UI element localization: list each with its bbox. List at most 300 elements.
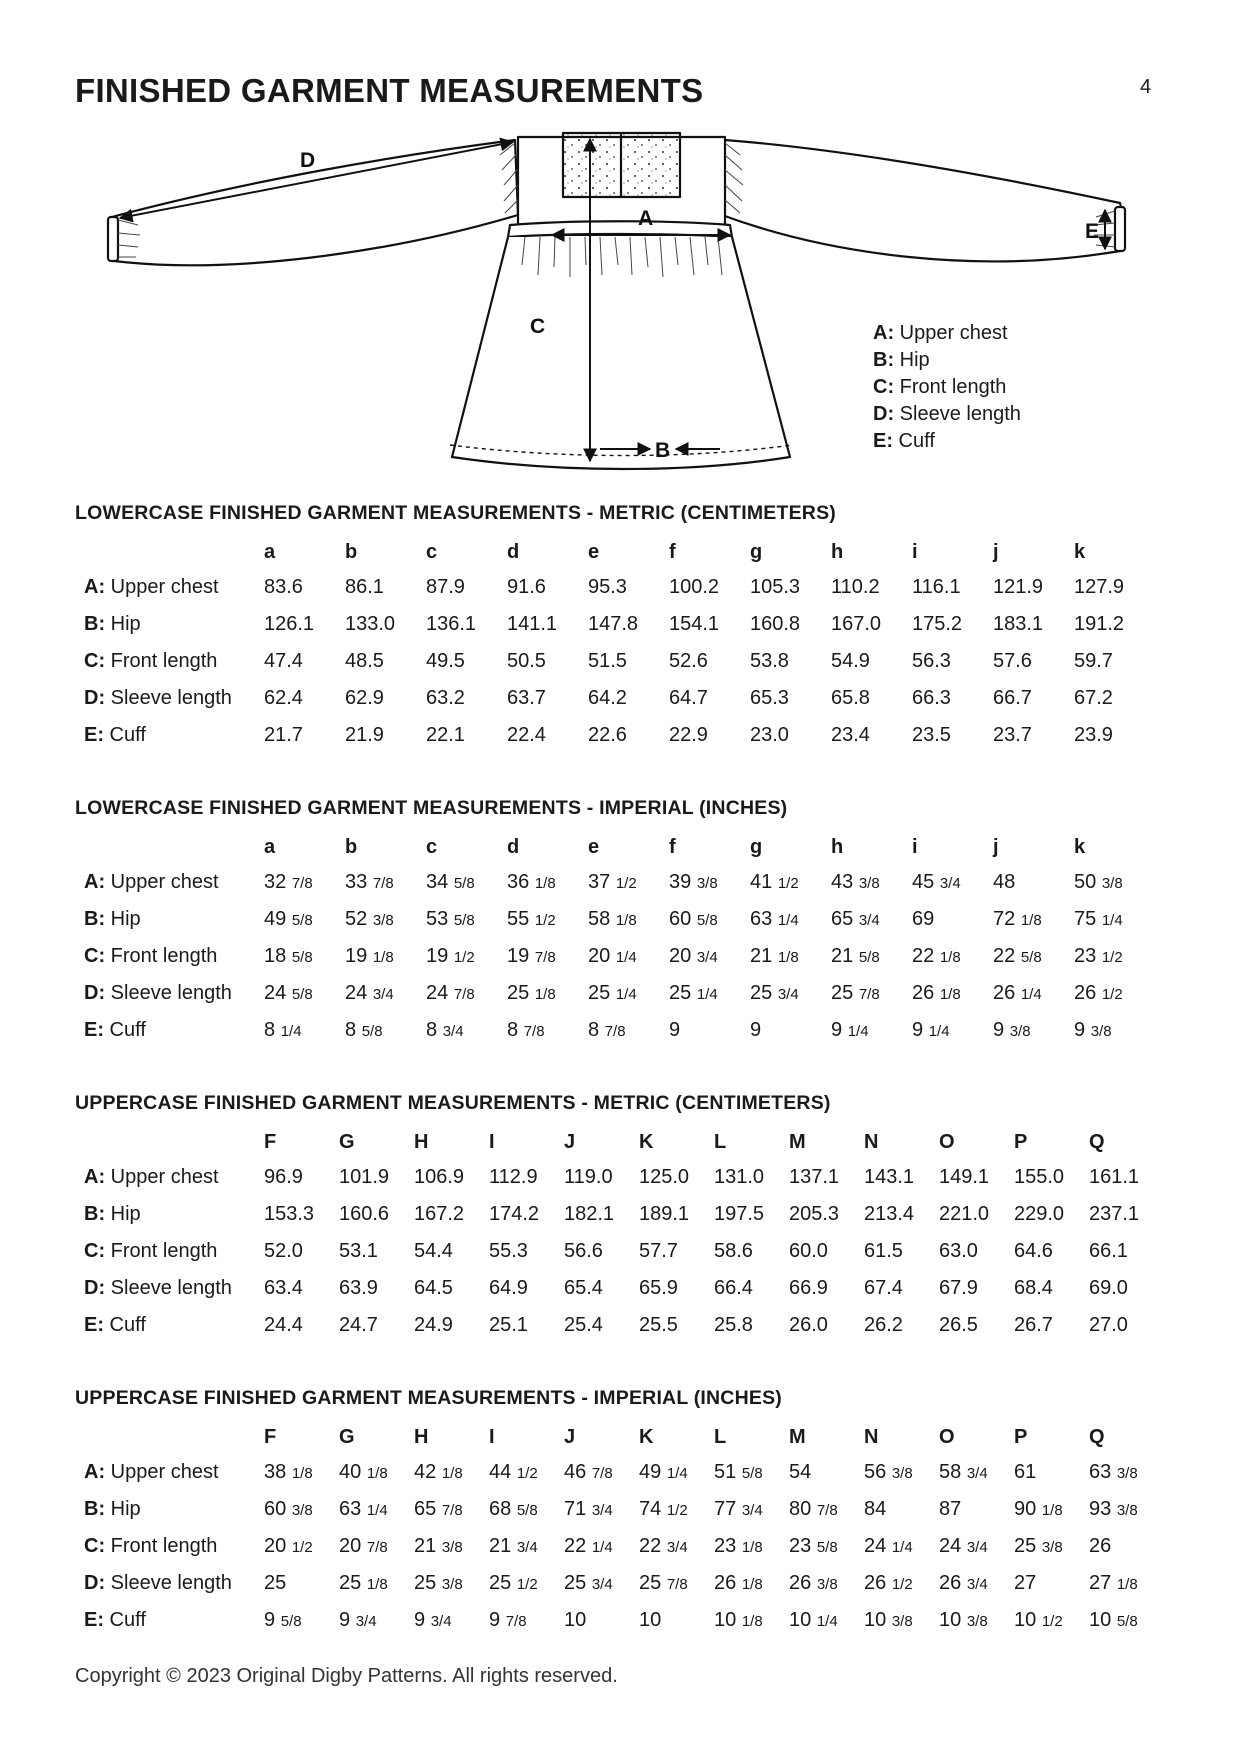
measurement-value: 20 1/4 bbox=[588, 945, 637, 967]
measurement-value: 23 1/8 bbox=[714, 1535, 763, 1557]
measurement-value: 66.3 bbox=[912, 687, 951, 709]
measurement-value: 63.9 bbox=[339, 1277, 378, 1299]
table-row bbox=[75, 864, 1155, 901]
measurement-value: 9 7/8 bbox=[489, 1609, 527, 1631]
measurement-value: 9 bbox=[669, 1019, 681, 1041]
measurement-value: 9 3/4 bbox=[339, 1609, 377, 1631]
measurement-value: 10 1/4 bbox=[789, 1609, 838, 1631]
size-header: L bbox=[714, 1425, 727, 1448]
measurement-value: 62.4 bbox=[264, 687, 303, 709]
measurement-value: 58 3/4 bbox=[939, 1461, 988, 1483]
measurement-value: 119.0 bbox=[564, 1166, 613, 1188]
measurement-value: 24.4 bbox=[264, 1314, 303, 1336]
measurement-value: 127.9 bbox=[1074, 576, 1125, 598]
table-row bbox=[75, 606, 1155, 643]
table-row bbox=[75, 1307, 1164, 1344]
legend-item: A: Upper chest bbox=[873, 322, 1008, 344]
table-row bbox=[75, 643, 1155, 680]
size-header: H bbox=[414, 1130, 429, 1153]
size-header: F bbox=[264, 1130, 277, 1153]
measurement-value: 141.1 bbox=[507, 613, 558, 635]
measurement-value: 63 1/4 bbox=[750, 908, 799, 930]
measurement-value: 27 1/8 bbox=[1089, 1572, 1138, 1594]
page-number: 4 bbox=[1140, 76, 1152, 98]
uppercase-metric-section bbox=[75, 1092, 1175, 1344]
measurement-value: 38 1/8 bbox=[264, 1461, 313, 1483]
measurement-label: E: Cuff bbox=[84, 724, 146, 746]
measurement-value: 24.9 bbox=[414, 1314, 453, 1336]
measurement-value: 18 5/8 bbox=[264, 945, 313, 967]
size-header: d bbox=[507, 835, 520, 858]
measurement-value: 22 3/4 bbox=[639, 1535, 688, 1557]
measurement-value: 57.6 bbox=[993, 650, 1032, 672]
measurement-value: 8 5/8 bbox=[345, 1019, 383, 1041]
measurement-value: 21 3/4 bbox=[489, 1535, 538, 1557]
measurement-value: 52 3/8 bbox=[345, 908, 394, 930]
measurement-value: 51.5 bbox=[588, 650, 627, 672]
page-title: FINISHED GARMENT MEASUREMENTS bbox=[75, 72, 704, 109]
size-header: i bbox=[912, 835, 918, 858]
measurement-value: 47.4 bbox=[264, 650, 303, 672]
legend-item: D: Sleeve length bbox=[873, 403, 1021, 425]
measurement-value: 25.4 bbox=[564, 1314, 603, 1336]
measurement-value: 36 1/8 bbox=[507, 871, 556, 893]
measurement-value: 22.1 bbox=[426, 724, 465, 746]
measurement-value: 37 1/2 bbox=[588, 871, 637, 893]
measurement-value: 161.1 bbox=[1089, 1166, 1140, 1188]
measurement-value: 48 bbox=[993, 871, 1016, 893]
measurement-value: 26.5 bbox=[939, 1314, 978, 1336]
measurement-value: 75 1/4 bbox=[1074, 908, 1123, 930]
header-blank bbox=[75, 1125, 264, 1159]
measurement-value: 68 5/8 bbox=[489, 1498, 538, 1520]
measurement-value: 66.1 bbox=[1089, 1240, 1128, 1262]
measurement-table bbox=[75, 1125, 1164, 1344]
measurement-value: 23.9 bbox=[1074, 724, 1113, 746]
skirt bbox=[452, 237, 790, 469]
measurement-label: B: Hip bbox=[84, 1203, 141, 1225]
measurement-value: 74 1/2 bbox=[639, 1498, 688, 1520]
table-row bbox=[75, 1012, 1155, 1049]
measurement-label: E: Cuff bbox=[84, 1314, 146, 1336]
size-header: j bbox=[993, 540, 999, 563]
legend-item: E: Cuff bbox=[873, 430, 935, 452]
measurement-label: C: Front length bbox=[84, 1535, 218, 1557]
measurement-value: 26 3/8 bbox=[789, 1572, 838, 1594]
size-header: M bbox=[789, 1130, 806, 1153]
measurement-value: 65.3 bbox=[750, 687, 789, 709]
measurement-value: 60 5/8 bbox=[669, 908, 718, 930]
measurement-value: 131.0 bbox=[714, 1166, 765, 1188]
measurement-value: 174.2 bbox=[489, 1203, 540, 1225]
measurement-value: 10 5/8 bbox=[1089, 1609, 1138, 1631]
measurement-value: 149.1 bbox=[939, 1166, 990, 1188]
measurement-value: 32 7/8 bbox=[264, 871, 313, 893]
measurement-value: 20 7/8 bbox=[339, 1535, 388, 1557]
size-header: g bbox=[750, 835, 763, 858]
measurement-value: 133.0 bbox=[345, 613, 396, 635]
section-title: LOWERCASE FINISHED GARMENT MEASUREMENTS - IMPERIAL (INCHES) bbox=[75, 797, 788, 819]
measurement-value: 10 bbox=[564, 1609, 587, 1631]
size-header: g bbox=[750, 540, 763, 563]
measurement-value: 23.0 bbox=[750, 724, 789, 746]
size-header: a bbox=[264, 835, 276, 858]
measurement-value: 72 1/8 bbox=[993, 908, 1042, 930]
measurement-value: 153.3 bbox=[264, 1203, 315, 1225]
size-header: J bbox=[564, 1130, 576, 1153]
measurement-value: 116.1 bbox=[912, 576, 961, 598]
measurement-value: 41 1/2 bbox=[750, 871, 799, 893]
measurement-value: 19 1/2 bbox=[426, 945, 475, 967]
measurement-value: 26 1/2 bbox=[1074, 982, 1123, 1004]
measurement-value: 9 3/8 bbox=[993, 1019, 1031, 1041]
measurement-value: 63 3/8 bbox=[1089, 1461, 1138, 1483]
section-title: LOWERCASE FINISHED GARMENT MEASUREMENTS - METRIC (CENTIMETERS) bbox=[75, 502, 836, 524]
measurement-value: 167.0 bbox=[831, 613, 882, 635]
measurement-value: 8 3/4 bbox=[426, 1019, 464, 1041]
measurement-value: 25 1/8 bbox=[507, 982, 556, 1004]
measurement-value: 96.9 bbox=[264, 1166, 303, 1188]
size-header: F bbox=[264, 1425, 277, 1448]
size-header: f bbox=[669, 835, 676, 858]
measurement-value: 10 bbox=[639, 1609, 662, 1631]
measurement-value: 26 3/4 bbox=[939, 1572, 988, 1594]
measurement-value: 229.0 bbox=[1014, 1203, 1065, 1225]
measurement-value: 53.8 bbox=[750, 650, 789, 672]
measurement-label: A: Upper chest bbox=[84, 1166, 219, 1188]
table-row bbox=[75, 975, 1155, 1012]
measurement-value: 9 1/4 bbox=[831, 1019, 869, 1041]
legend-item: B: Hip bbox=[873, 349, 930, 371]
size-header: I bbox=[489, 1130, 495, 1153]
measurement-value: 65 3/4 bbox=[831, 908, 880, 930]
measurement-value: 84 bbox=[864, 1498, 887, 1520]
measurement-value: 26.7 bbox=[1014, 1314, 1053, 1336]
label-b: B bbox=[655, 439, 671, 462]
measurement-value: 25 1/4 bbox=[669, 982, 718, 1004]
label-e: E bbox=[1085, 220, 1100, 243]
size-header: I bbox=[489, 1425, 495, 1448]
size-header: N bbox=[864, 1130, 879, 1153]
size-header: k bbox=[1074, 835, 1086, 858]
measurement-value: 205.3 bbox=[789, 1203, 840, 1225]
measurement-value: 105.3 bbox=[750, 576, 801, 598]
size-header: d bbox=[507, 540, 520, 563]
measurement-value: 106.9 bbox=[414, 1166, 465, 1188]
measurement-value: 101.9 bbox=[339, 1166, 390, 1188]
measurement-value: 55.3 bbox=[489, 1240, 528, 1262]
measurement-value: 221.0 bbox=[939, 1203, 990, 1225]
table-row bbox=[75, 680, 1155, 717]
measurement-value: 63.0 bbox=[939, 1240, 978, 1262]
measurement-value: 87.9 bbox=[426, 576, 465, 598]
measurement-value: 45 3/4 bbox=[912, 871, 961, 893]
measurement-value: 191.2 bbox=[1074, 613, 1125, 635]
measurement-value: 24 3/4 bbox=[939, 1535, 988, 1557]
measurement-value: 52.0 bbox=[264, 1240, 303, 1262]
section-title: UPPERCASE FINISHED GARMENT MEASUREMENTS - IMPERIAL (INCHES) bbox=[75, 1387, 782, 1409]
measurement-value: 21.7 bbox=[264, 724, 303, 746]
label-a: A bbox=[638, 207, 654, 230]
measurement-value: 22.4 bbox=[507, 724, 546, 746]
measurement-value: 25 3/8 bbox=[1014, 1535, 1063, 1557]
measurement-value: 22.6 bbox=[588, 724, 627, 746]
size-header: G bbox=[339, 1130, 355, 1153]
measurement-value: 64.6 bbox=[1014, 1240, 1053, 1262]
size-header: k bbox=[1074, 540, 1086, 563]
size-header: J bbox=[564, 1425, 576, 1448]
measurement-value: 10 1/2 bbox=[1014, 1609, 1063, 1631]
measurement-label: B: Hip bbox=[84, 908, 141, 930]
size-header: c bbox=[426, 540, 438, 563]
table-row bbox=[75, 1454, 1164, 1491]
measurement-value: 66.9 bbox=[789, 1277, 828, 1299]
measurement-value: 65.8 bbox=[831, 687, 870, 709]
measurement-label: B: Hip bbox=[84, 613, 141, 635]
legend-item: C: Front length bbox=[873, 376, 1007, 398]
measurement-value: 22.9 bbox=[669, 724, 708, 746]
measurement-value: 68.4 bbox=[1014, 1277, 1053, 1299]
measurement-value: 48.5 bbox=[345, 650, 384, 672]
measurement-value: 25 bbox=[264, 1572, 287, 1594]
measurement-value: 147.8 bbox=[588, 613, 639, 635]
measurement-value: 64.2 bbox=[588, 687, 627, 709]
measurement-value: 56 3/8 bbox=[864, 1461, 913, 1483]
measurement-value: 137.1 bbox=[789, 1166, 840, 1188]
measurement-value: 175.2 bbox=[912, 613, 963, 635]
measurement-value: 21 3/8 bbox=[414, 1535, 463, 1557]
measurement-value: 63 1/4 bbox=[339, 1498, 388, 1520]
measurement-value: 58.6 bbox=[714, 1240, 753, 1262]
measurement-value: 55 1/2 bbox=[507, 908, 556, 930]
right-sleeve bbox=[722, 140, 1123, 261]
measurement-value: 80 7/8 bbox=[789, 1498, 838, 1520]
size-header: f bbox=[669, 540, 676, 563]
measurement-value: 52.6 bbox=[669, 650, 708, 672]
measurement-value: 71 3/4 bbox=[564, 1498, 613, 1520]
size-header: K bbox=[639, 1425, 654, 1448]
measurement-label: D: Sleeve length bbox=[84, 1572, 232, 1594]
measurement-value: 24.7 bbox=[339, 1314, 378, 1336]
size-header: Q bbox=[1089, 1130, 1105, 1153]
measurement-value: 143.1 bbox=[864, 1166, 915, 1188]
measurement-value: 67.9 bbox=[939, 1277, 978, 1299]
measurement-value: 10 1/8 bbox=[714, 1609, 763, 1631]
measurement-value: 19 7/8 bbox=[507, 945, 556, 967]
measurement-label: E: Cuff bbox=[84, 1609, 146, 1631]
measurement-value: 43 3/8 bbox=[831, 871, 880, 893]
measurement-value: 23.5 bbox=[912, 724, 951, 746]
measurement-value: 26 1/4 bbox=[993, 982, 1042, 1004]
measurement-value: 110.2 bbox=[831, 576, 880, 598]
measurement-value: 57.7 bbox=[639, 1240, 678, 1262]
table-row bbox=[75, 1528, 1164, 1565]
label-c: C bbox=[530, 315, 546, 338]
lowercase-metric-section bbox=[75, 502, 1175, 754]
measurement-value: 10 3/8 bbox=[864, 1609, 913, 1631]
measurement-value: 23 1/2 bbox=[1074, 945, 1123, 967]
measurement-value: 42 1/8 bbox=[414, 1461, 463, 1483]
measurement-value: 9 1/4 bbox=[912, 1019, 950, 1041]
measurement-value: 9 5/8 bbox=[264, 1609, 302, 1631]
measurement-value: 69.0 bbox=[1089, 1277, 1128, 1299]
measurement-value: 183.1 bbox=[993, 613, 1044, 635]
measurement-value: 21.9 bbox=[345, 724, 384, 746]
measurement-value: 87 bbox=[939, 1498, 962, 1520]
measurement-value: 54.9 bbox=[831, 650, 870, 672]
size-header: K bbox=[639, 1130, 654, 1153]
measurement-value: 58 1/8 bbox=[588, 908, 637, 930]
measurement-value: 22 5/8 bbox=[993, 945, 1042, 967]
label-d: D bbox=[300, 149, 316, 172]
measurement-value: 213.4 bbox=[864, 1203, 915, 1225]
measurement-value: 51 5/8 bbox=[714, 1461, 763, 1483]
measurement-label: C: Front length bbox=[84, 945, 218, 967]
measurement-value: 189.1 bbox=[639, 1203, 690, 1225]
size-header: M bbox=[789, 1425, 806, 1448]
measurement-value: 26 1/8 bbox=[714, 1572, 763, 1594]
measurement-value: 26 bbox=[1089, 1535, 1112, 1557]
measurement-value: 33 7/8 bbox=[345, 871, 394, 893]
measurement-label: A: Upper chest bbox=[84, 576, 219, 598]
measurement-value: 8 7/8 bbox=[588, 1019, 626, 1041]
lowercase-imperial-section bbox=[75, 797, 1175, 1049]
measurement-value: 125.0 bbox=[639, 1166, 690, 1188]
measurement-value: 64.5 bbox=[414, 1277, 453, 1299]
measurement-value: 8 7/8 bbox=[507, 1019, 545, 1041]
measurement-value: 25.1 bbox=[489, 1314, 528, 1336]
measurement-value: 90 1/8 bbox=[1014, 1498, 1063, 1520]
measurement-value: 64.9 bbox=[489, 1277, 528, 1299]
table-row bbox=[75, 1159, 1164, 1196]
measurement-value: 26 1/2 bbox=[864, 1572, 913, 1594]
table-row bbox=[75, 717, 1155, 754]
measurement-label: D: Sleeve length bbox=[84, 1277, 232, 1299]
table-row bbox=[75, 1196, 1164, 1233]
size-header: O bbox=[939, 1425, 955, 1448]
measurement-label: A: Upper chest bbox=[84, 871, 219, 893]
header-blank bbox=[75, 1420, 264, 1454]
measurement-value: 65.9 bbox=[639, 1277, 678, 1299]
size-header: P bbox=[1014, 1130, 1028, 1153]
measurement-value: 112.9 bbox=[489, 1166, 538, 1188]
measurement-value: 25.8 bbox=[714, 1314, 753, 1336]
measurement-value: 49 5/8 bbox=[264, 908, 313, 930]
measurement-value: 25 3/8 bbox=[414, 1572, 463, 1594]
measurement-value: 54.4 bbox=[414, 1240, 453, 1262]
size-header: N bbox=[864, 1425, 879, 1448]
measurement-value: 63.2 bbox=[426, 687, 465, 709]
measurement-value: 26.0 bbox=[789, 1314, 828, 1336]
measurement-value: 237.1 bbox=[1089, 1203, 1140, 1225]
measurement-value: 155.0 bbox=[1014, 1166, 1065, 1188]
measurement-value: 95.3 bbox=[588, 576, 627, 598]
measurement-label: C: Front length bbox=[84, 650, 218, 672]
measurement-label: A: Upper chest bbox=[84, 1461, 219, 1483]
measurement-value: 50 3/8 bbox=[1074, 871, 1123, 893]
measurement-value: 20 3/4 bbox=[669, 945, 718, 967]
measurement-value: 126.1 bbox=[264, 613, 315, 635]
measurement-value: 9 3/8 bbox=[1074, 1019, 1112, 1041]
measurement-value: 25 3/4 bbox=[750, 982, 799, 1004]
measurement-value: 34 5/8 bbox=[426, 871, 475, 893]
measurement-value: 26 1/8 bbox=[912, 982, 961, 1004]
section-title: UPPERCASE FINISHED GARMENT MEASUREMENTS - METRIC (CENTIMETERS) bbox=[75, 1092, 831, 1114]
measurement-value: 160.8 bbox=[750, 613, 801, 635]
table-row bbox=[75, 1270, 1164, 1307]
size-header: h bbox=[831, 835, 844, 858]
measurement-value: 60.0 bbox=[789, 1240, 828, 1262]
measurement-value: 62.9 bbox=[345, 687, 384, 709]
size-header: e bbox=[588, 540, 600, 563]
measurement-value: 59.7 bbox=[1074, 650, 1113, 672]
measurement-value: 69 bbox=[912, 908, 935, 930]
measurement-label: D: Sleeve length bbox=[84, 687, 232, 709]
measurement-value: 83.6 bbox=[264, 576, 303, 598]
measurement-value: 154.1 bbox=[669, 613, 720, 635]
measurement-value: 46 7/8 bbox=[564, 1461, 613, 1483]
measurement-table bbox=[75, 830, 1155, 1049]
size-header: i bbox=[912, 540, 918, 563]
measurement-value: 63.4 bbox=[264, 1277, 303, 1299]
measurement-value: 65.4 bbox=[564, 1277, 603, 1299]
measurement-label: B: Hip bbox=[84, 1498, 141, 1520]
measurement-table bbox=[75, 535, 1155, 754]
measurement-value: 61 bbox=[1014, 1461, 1037, 1483]
size-header: e bbox=[588, 835, 600, 858]
size-header: b bbox=[345, 540, 358, 563]
size-header: a bbox=[264, 540, 276, 563]
measurement-value: 66.7 bbox=[993, 687, 1032, 709]
measurement-value: 25 3/4 bbox=[564, 1572, 613, 1594]
measurement-label: E: Cuff bbox=[84, 1019, 146, 1041]
measurement-value: 93 3/8 bbox=[1089, 1498, 1138, 1520]
size-header: O bbox=[939, 1130, 955, 1153]
measurement-value: 25 7/8 bbox=[639, 1572, 688, 1594]
measurement-value: 40 1/8 bbox=[339, 1461, 388, 1483]
measurement-value: 100.2 bbox=[669, 576, 720, 598]
measurement-value: 25.5 bbox=[639, 1314, 678, 1336]
measurement-value: 56.3 bbox=[912, 650, 951, 672]
measurement-value: 25 7/8 bbox=[831, 982, 880, 1004]
table-row bbox=[75, 1565, 1164, 1602]
measurement-value: 23.4 bbox=[831, 724, 870, 746]
measurement-value: 49 1/4 bbox=[639, 1461, 688, 1483]
measurement-value: 121.9 bbox=[993, 576, 1044, 598]
table-row bbox=[75, 569, 1155, 606]
measurement-value: 24 5/8 bbox=[264, 982, 313, 1004]
measurement-value: 39 3/8 bbox=[669, 871, 718, 893]
size-header: P bbox=[1014, 1425, 1028, 1448]
measurement-value: 10 3/8 bbox=[939, 1609, 988, 1631]
measurement-value: 19 1/8 bbox=[345, 945, 394, 967]
measurement-value: 91.6 bbox=[507, 576, 546, 598]
measurement-value: 56.6 bbox=[564, 1240, 603, 1262]
measurement-value: 60 3/8 bbox=[264, 1498, 313, 1520]
measurement-value: 53 5/8 bbox=[426, 908, 475, 930]
size-header: b bbox=[345, 835, 358, 858]
size-header: G bbox=[339, 1425, 355, 1448]
table-row bbox=[75, 938, 1155, 975]
copyright-footer: Copyright © 2023 Original Digby Patterns. All rights reserved. bbox=[75, 1665, 618, 1687]
measurement-value: 25 1/4 bbox=[588, 982, 637, 1004]
measurement-value: 54 bbox=[789, 1461, 812, 1483]
measurement-value: 9 3/4 bbox=[414, 1609, 452, 1631]
measurement-value: 44 1/2 bbox=[489, 1461, 538, 1483]
measurement-value: 182.1 bbox=[564, 1203, 615, 1225]
table-row bbox=[75, 1233, 1164, 1270]
measurement-value: 65 7/8 bbox=[414, 1498, 463, 1520]
